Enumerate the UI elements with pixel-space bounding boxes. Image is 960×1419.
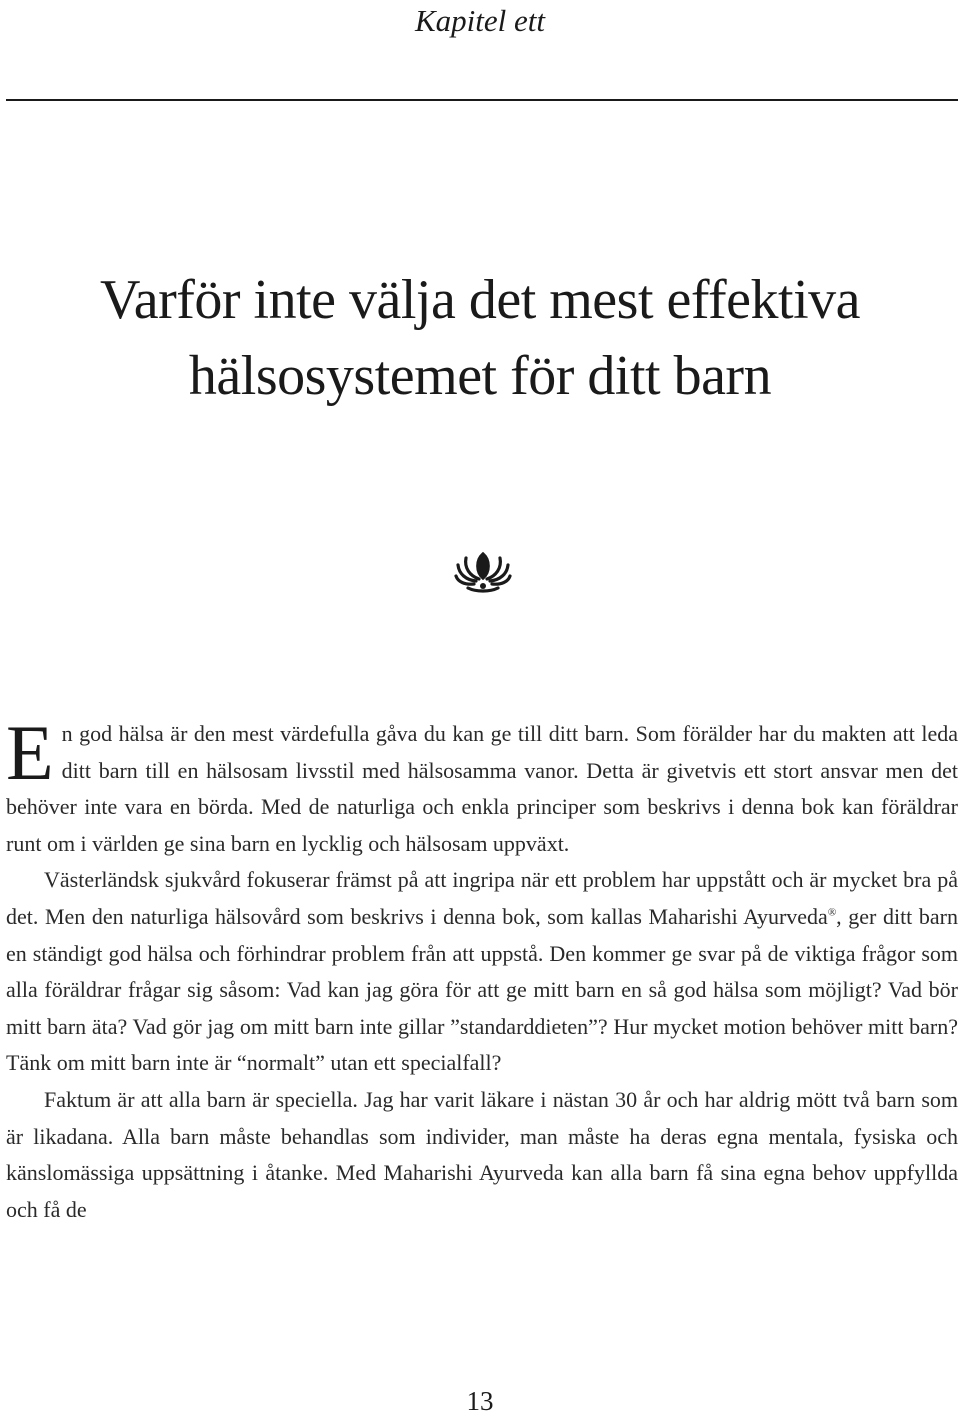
chapter-title-line-2: hälsosystemet för ditt barn: [188, 345, 772, 407]
chapter-title-line-1: Varför inte välja det mest effektiva: [100, 269, 860, 331]
paragraph-3-text: Faktum är att alla barn är speciella. Jag har varit läkare i nästan 30 år och har aldrig mött två barn som är likadana. Alla barn måste behandlas som individer, man måste ha deras egna mentala, fysiska och känslomässiga uppsättning i åtanke. Med Maharishi Ayurveda kan alla barn få sina egna behov uppfyllda och få de: [6, 1086, 958, 1222]
chapter-title: [0, 262, 960, 414]
page-number: 13: [466, 1386, 494, 1416]
running-head: Kapitel ett: [414, 3, 545, 38]
header-rule: [6, 99, 958, 101]
paragraph-1-text: n god hälsa är den mest värdefulla gåva du kan ge till ditt barn. Som förälder har du makten att leda ditt barn till en hälsosam livsstil med hälsosamma vanor. Detta är givetvis ett stort ansvar men det behöver inte vara en börda. Med de naturliga och enkla principer som beskrivs i denna bok kan föräldrar runt om i världen ge sina barn en lycklig och hälsosam uppväxt.: [6, 721, 958, 856]
paragraph-2-text-b: , ger ditt barn en ständigt god hälsa och förhindrar problem från att uppstå. Den kommer ge svar på de viktiga frågor som alla föräldrar frågar sig såsom: Vad kan jag göra för att ge mitt barn en så god hälsa som möjligt? Vad bör mitt barn äta? Vad gör jag om mitt barn inte gillar ”standarddieten”? Hur mycket motion behöver mitt barn? Tänk om mitt barn inte är “normalt” utan ett specialfall?: [6, 903, 958, 1076]
lotus-ornament-icon: [454, 548, 512, 594]
paragraph-2-text-a: Västerländsk sjukvård fokuserar främst på att ingripa när ett problem har uppstått och är mycket bra på det. Men den naturliga hälsovård som beskrivs i denna bok, som kallas Maharishi Ayurveda: [6, 867, 958, 929]
body-text: [6, 709, 958, 1228]
dropcap: E: [6, 709, 54, 796]
registered-mark: ®: [827, 906, 837, 919]
paragraph-1: [6, 709, 958, 862]
paragraph-3: [6, 1082, 958, 1228]
paragraph-2: [6, 862, 958, 1082]
